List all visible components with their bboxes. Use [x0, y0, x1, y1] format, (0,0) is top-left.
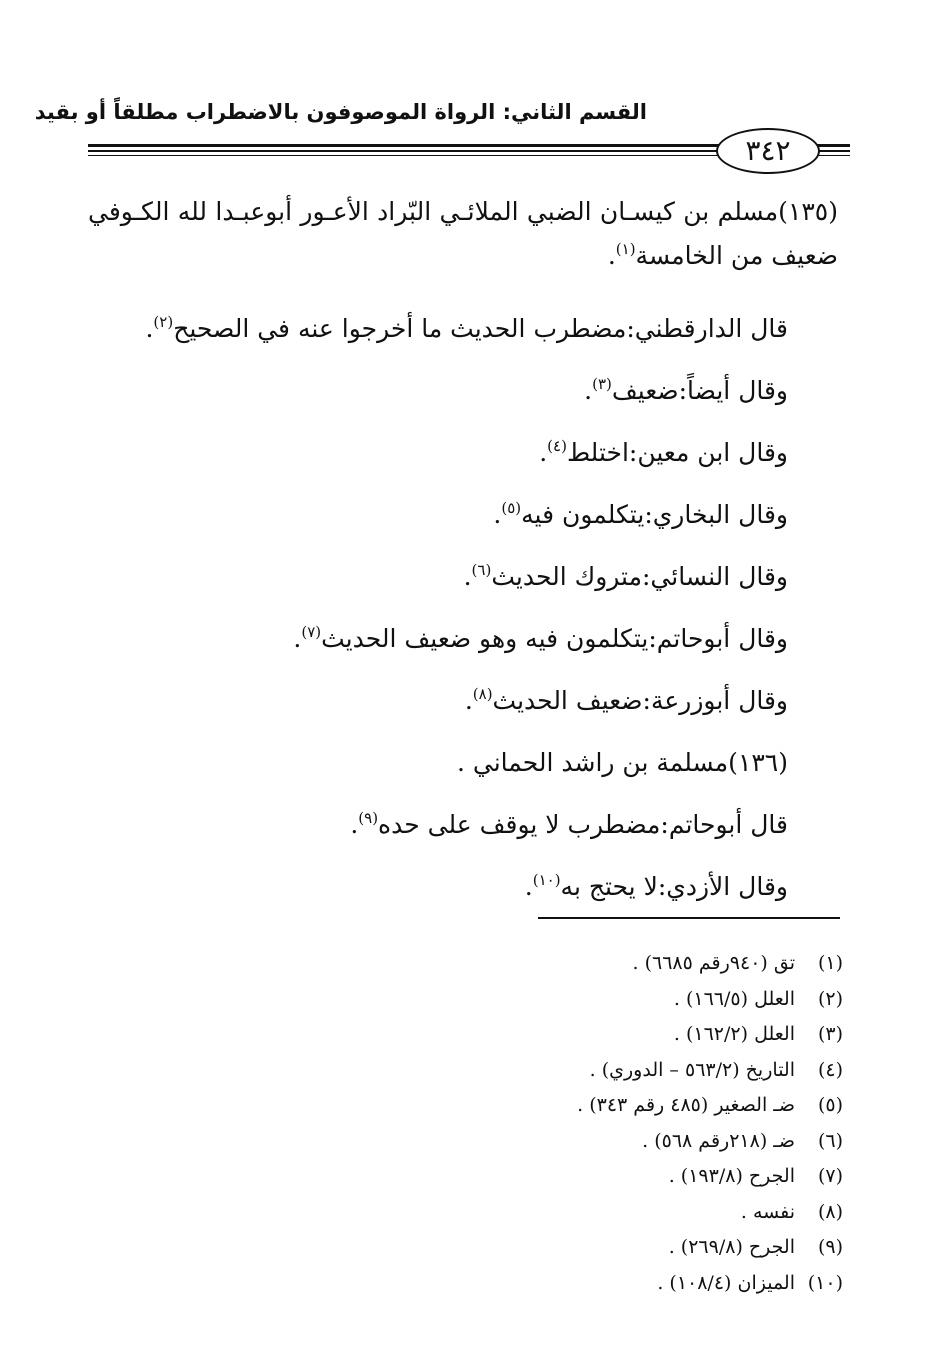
quote-line — [88, 484, 838, 546]
footnote-item — [343, 1266, 843, 1302]
period: . — [145, 314, 154, 343]
entry-heading-text: (١٣٥)مسلم بن كيسـان الضبي الملائـي البّراد الأعـور أبوعبـدا لله الكـوفي ضعيف من الخامسة — [88, 197, 838, 270]
footnote-item — [343, 1053, 843, 1089]
footnote-number: (٩) — [817, 1236, 843, 1258]
footnote-text: ضـ (٢١٨رقم ٥٦٨) . — [642, 1129, 795, 1152]
footnote-text: الجرح (١٩٣/٨) . — [668, 1165, 795, 1187]
footnote-number: (٣) — [817, 1023, 843, 1045]
footnote-item — [343, 1230, 843, 1266]
footnote-ref: (٤) — [547, 437, 567, 455]
footnote-item — [343, 1195, 843, 1231]
footnote-item — [343, 946, 843, 982]
footnote-ref: (٧) — [301, 623, 322, 641]
quote-line — [88, 608, 838, 670]
footnote-item — [343, 1159, 843, 1195]
period: . — [584, 376, 593, 405]
footnote-ref: (١٠) — [532, 871, 561, 889]
quote-text: قال أبوحاتم:مضطرب لا يوقف على حده — [378, 810, 788, 839]
quote-text: وقال الأزدي:لا يحتج به — [560, 872, 788, 901]
quote-line — [88, 422, 838, 484]
running-header-title: القسم الثاني: الرواة الموصوفون بالاضطراب مطلقاً أو بقيد — [34, 100, 647, 124]
footnote-number: (٧) — [817, 1165, 843, 1187]
footnote-number: (٦) — [817, 1129, 843, 1152]
main-text — [88, 178, 838, 918]
footnote-ref: (٢) — [153, 313, 174, 331]
footnote-number: (١) — [817, 952, 843, 974]
quote-line — [88, 546, 838, 608]
quote-text: وقال النسائي:متروك الحديث — [491, 562, 788, 591]
quote-line — [88, 856, 838, 918]
period: . — [463, 562, 472, 591]
footnotes-list — [343, 946, 843, 1301]
footnote-ref: (٨) — [472, 685, 493, 703]
footnote-text: التاريخ (٥٦٣/٢ – الدوري) . — [589, 1058, 795, 1081]
quote-line — [88, 298, 838, 360]
footnote-text: العلل (١٦٢/٢) . — [673, 1023, 795, 1045]
quote-line — [88, 360, 838, 422]
footnote-text: الميزان (١٠٨/٤) . — [657, 1271, 795, 1294]
footnote-ref: (٣) — [592, 375, 612, 393]
footnote-text: تق (٩٤٠رقم ٦٦٨٥) . — [632, 952, 795, 974]
footnote-ref: (٩) — [358, 809, 379, 827]
period: . — [350, 810, 359, 839]
period: . — [493, 500, 502, 529]
footnote-number: (٥) — [817, 1094, 843, 1116]
footnote-number: (٢) — [817, 987, 843, 1010]
footnote-item — [343, 982, 843, 1018]
footnote-item — [343, 1088, 843, 1124]
quote-line — [88, 794, 838, 856]
footnote-ref: (٦) — [471, 561, 492, 579]
footnote-text: نفسه . — [740, 1200, 795, 1223]
footnote-separator — [538, 917, 840, 919]
quote-text: وقال ابن معين:اختلط — [566, 438, 788, 467]
quote-text: وقال أبوحاتم:يتكلمون فيه وهو ضعيف الحديث — [321, 624, 788, 653]
footnote-text: العلل (١٦٦/٥) . — [673, 987, 795, 1010]
footnote-text: ضـ الصغير (٤٨٥ رقم ٣٤٣) . — [577, 1094, 795, 1116]
quote-text: وقال أيضاً:ضعيف — [611, 376, 788, 405]
quote-text: وقال أبوزرعة:ضعيف الحديث — [492, 686, 788, 715]
quote-text: قال الدارقطني:مضطرب الحديث ما أخرجوا عنه في الصحيح — [173, 314, 788, 343]
period: . — [464, 686, 473, 715]
period: . — [524, 872, 533, 901]
footnote-number: (١٠) — [807, 1271, 843, 1294]
entry-heading-136: (١٣٦)مسلمة بن راشد الحماني . — [456, 748, 788, 777]
footnote-item — [343, 1017, 843, 1053]
footnote-ref: (٥) — [501, 499, 522, 517]
entry-heading-135 — [88, 178, 838, 278]
quote-text: وقال البخاري:يتكلمون فيه — [521, 500, 788, 529]
quote-line — [88, 670, 838, 732]
footnote-item — [343, 1124, 843, 1160]
footnote-number: (٤) — [817, 1058, 843, 1081]
footnote-ref: (١) — [615, 240, 636, 258]
page-number-oval: ٣٤٢ — [716, 128, 820, 174]
footnote-number: (٨) — [817, 1200, 843, 1223]
footnote-text: الجرح (٢٦٩/٨) . — [668, 1236, 795, 1258]
period: . — [607, 241, 616, 270]
period: . — [293, 624, 302, 653]
period: . — [539, 438, 548, 467]
